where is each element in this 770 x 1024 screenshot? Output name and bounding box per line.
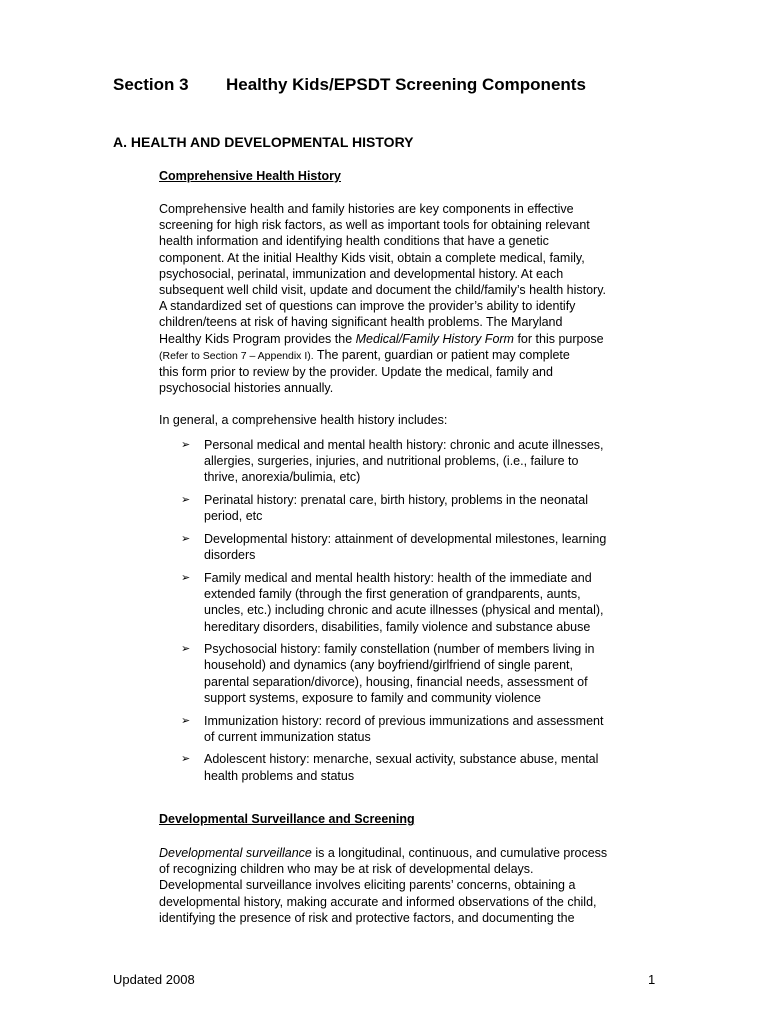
- paragraph-line: identifying the presence of risk and protective factors, and documenting the: [159, 910, 575, 925]
- list-item-line: hereditary disorders, disabilities, family violence and substance abuse: [204, 619, 591, 634]
- arrow-bullet-icon: ➢: [181, 753, 191, 766]
- paragraph-line: subsequent well child visit, update and document the child/family’s health history.: [159, 283, 607, 298]
- list-item: [181, 570, 661, 635]
- list-item: [181, 437, 661, 486]
- list-item-line: thrive, anorexia/bulimia, etc): [204, 470, 361, 485]
- list-item-line: Personal medical and mental health history: chronic and acute illnesses,: [204, 438, 604, 452]
- list-item-line: Adolescent history: menarche, sexual activity, substance abuse, mental: [204, 752, 599, 767]
- arrow-bullet-icon: ➢: [181, 494, 191, 507]
- list-item: [181, 713, 661, 745]
- footer-updated: Updated 2008: [113, 972, 195, 987]
- paragraph-line: Comprehensive health and family histories are key components in effective: [159, 202, 574, 216]
- list-item-line: Developmental history: attainment of developmental milestones, learning: [204, 532, 607, 547]
- page-number: 1: [648, 972, 656, 987]
- list-item-line: of current immunization status: [204, 729, 371, 744]
- paragraph-line: psychosocial histories annually.: [159, 381, 334, 396]
- arrow-bullet-icon: ➢: [181, 533, 191, 546]
- list-item-line: allergies, surgeries, injuries, and nutritional problems, (i.e., failure to: [204, 454, 579, 469]
- form-title-link-text: Medical/Family History Form: [355, 331, 514, 346]
- list-item-line: Perinatal history: prenatal care, birth history, problems in the neonatal: [204, 493, 588, 508]
- list-item-line: support systems, exposure to family and community violence: [204, 690, 541, 705]
- appendix-reference: (Refer to Section 7 – Appendix I).: [159, 349, 314, 362]
- comprehensive-history-paragraph: [159, 201, 669, 396]
- list-item-line: household) and dynamics (any boyfriend/girlfriend of single parent,: [204, 658, 573, 673]
- paragraph-line: [159, 347, 669, 364]
- paragraph-line: Developmental surveillance involves eliciting parents’ concerns, obtaining a: [159, 878, 576, 893]
- comprehensive-history-subheading: Comprehensive Health History: [159, 169, 341, 183]
- arrow-bullet-icon: ➢: [181, 643, 191, 656]
- paragraph-line: [159, 845, 669, 861]
- list-item-line: extended family (through the first generation of grandparents, aunts,: [204, 587, 581, 602]
- arrow-bullet-icon: ➢: [181, 571, 191, 584]
- list-item: [181, 751, 661, 783]
- list-item-line: Family medical and mental health history: health of the immediate and: [204, 570, 592, 585]
- paragraph-line: children/teens at risk of having significant health problems. The Maryland: [159, 315, 563, 330]
- section-title: Healthy Kids/EPSDT Screening Components: [226, 75, 586, 94]
- paragraph-line: component. At the initial Healthy Kids visit, obtain a complete medical, family,: [159, 250, 585, 265]
- part-a-heading: A. HEALTH AND DEVELOPMENTAL HISTORY: [113, 134, 414, 150]
- paragraph-line: psychosocial, perinatal, immunization and developmental history. At each: [159, 266, 564, 281]
- history-components-list: [181, 437, 661, 790]
- section-heading: [113, 75, 586, 95]
- line-rest: The parent, guardian or patient may complete: [313, 347, 570, 362]
- list-item-line: Psychosocial history: family constellation (number of members living in: [204, 642, 595, 657]
- paragraph-line: this form prior to review by the provider. Update the medical, family and: [159, 365, 553, 380]
- list-item-line: health problems and status: [204, 768, 355, 783]
- line-suffix: for this purpose: [513, 331, 604, 346]
- arrow-bullet-icon: ➢: [181, 714, 191, 727]
- paragraph-line: [159, 331, 669, 347]
- line-prefix: Healthy Kids Program provides the: [159, 331, 356, 346]
- arrow-bullet-icon: ➢: [181, 439, 191, 451]
- list-item-line: disorders: [204, 548, 256, 563]
- list-item: [181, 531, 661, 563]
- paragraph-line: A standardized set of questions can improve the provider’s ability to identify: [159, 299, 576, 314]
- developmental-surveillance-subheading: Developmental Surveillance and Screening: [159, 812, 415, 826]
- list-item: [181, 492, 661, 524]
- list-item-line: period, etc: [204, 509, 263, 524]
- list-item: [181, 641, 661, 706]
- paragraph-line: health information and identifying health conditions that have a genetic: [159, 234, 549, 249]
- history-includes-intro: In general, a comprehensive health history includes:: [159, 413, 448, 427]
- paragraph-line: screening for high risk factors, as well as important tools for obtaining relevant: [159, 218, 590, 233]
- paragraph-line: developmental history, making accurate and informed observations of the child,: [159, 894, 597, 909]
- line-rest: is a longitudinal, continuous, and cumulative process: [311, 846, 608, 860]
- paragraph-line: of recognizing children who may be at risk of developmental delays.: [159, 862, 534, 877]
- list-item-line: uncles, etc.) including chronic and acute illnesses (physical and mental),: [204, 603, 604, 618]
- section-number: Section 3: [113, 75, 189, 94]
- list-item-line: parental separation/divorce), housing, financial needs, assessment of: [204, 674, 588, 689]
- list-item-line: Immunization history: record of previous immunizations and assessment: [204, 713, 604, 728]
- term-italic: Developmental surveillance: [159, 846, 312, 860]
- developmental-surveillance-paragraph: [159, 845, 669, 926]
